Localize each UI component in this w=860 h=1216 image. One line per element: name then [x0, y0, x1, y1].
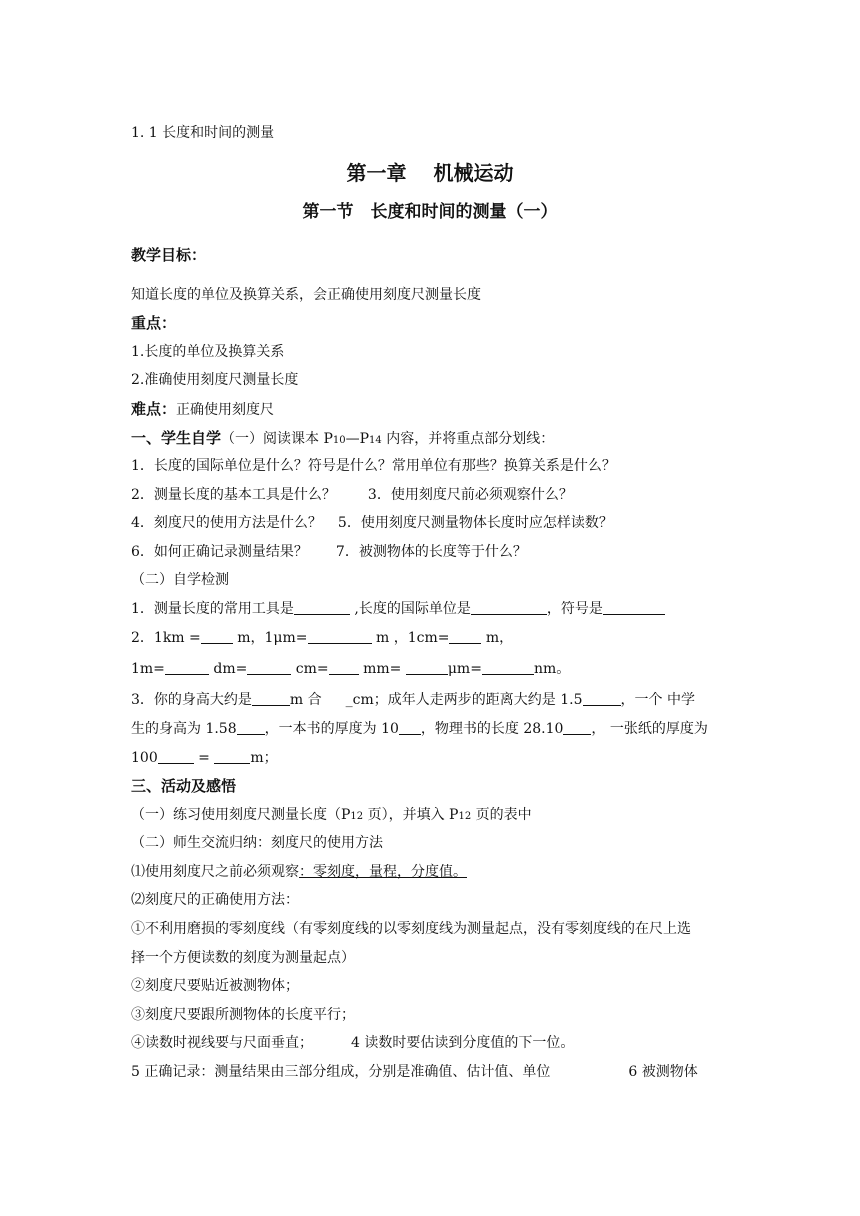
questions-6-7 — [131, 543, 527, 561]
test-item-2-continued — [131, 660, 570, 678]
test-text: _cm；成年人走两步的距离大约是 1.5 — [345, 692, 583, 708]
test-item-3-end — [131, 749, 278, 767]
answer-blank[interactable] — [165, 660, 209, 675]
test-text: 1m= — [131, 661, 165, 677]
goal-text: 知道长度的单位及换算关系，会正确使用刻度尺测量长度 — [131, 287, 481, 303]
rule-6: 5 正确记录：测量结果由三部分组成，分别是准确值、估计值、单位 — [131, 1064, 551, 1080]
page-subscript: 12 — [458, 811, 472, 822]
answer-blank[interactable] — [237, 720, 265, 735]
question-3: 3．使用刻度尺前必须观察什么？ — [367, 487, 573, 503]
activity-text: 页的表中 — [471, 807, 532, 823]
rule-7: 6 被测物体 — [628, 1064, 698, 1080]
test-text: ， 一张纸的厚度为 — [591, 721, 708, 737]
rule-5: 4 读数时要估读到分度值的下一位。 — [351, 1035, 575, 1051]
test-text: = — [193, 750, 215, 766]
method-1 — [131, 863, 467, 881]
top-label: 1. 1 长度和时间的测量 — [131, 125, 275, 141]
answer-blank[interactable] — [399, 720, 421, 735]
test-item-3-continued — [131, 720, 708, 738]
difficult-heading: 难点： — [131, 400, 177, 418]
page-subscript: 14 — [369, 435, 382, 446]
test-text: μm= — [447, 661, 482, 677]
test-text: dm= — [208, 661, 248, 677]
method-2: ⑵刻度尺的正确使用方法： — [131, 892, 299, 908]
test-text: m， — [481, 630, 514, 646]
test-text: ，一本书的厚度为 10 — [264, 721, 399, 737]
chapter-title: 第一章 机械运动 — [346, 161, 514, 185]
answer-blank[interactable] — [406, 660, 448, 675]
activity-1 — [131, 806, 532, 826]
test-text: m ，1cm= — [371, 630, 450, 646]
section3-heading: 三、活动及感悟 — [131, 777, 237, 795]
question-7: 7．被测物体的长度等于什么？ — [335, 544, 527, 560]
answer-blank[interactable] — [471, 600, 547, 615]
question-5: 5．使用刻度尺测量物体长度时应怎样读数？ — [337, 515, 613, 531]
rules-4-5 — [131, 1034, 574, 1052]
test-text: 3．你的身高大约是 — [131, 692, 252, 708]
rules-6-7 — [131, 1063, 698, 1081]
answer-blank[interactable] — [329, 660, 359, 675]
intro-text: 内容，并将重点部分划线： — [381, 431, 555, 447]
rule-4: ④读数时视线要与尺面垂直； — [131, 1035, 313, 1051]
questions-4-5 — [131, 514, 613, 532]
rule-1: ①不利用磨损的零刻度线（有零刻度线的以零刻度线为测量起点，没有零刻度线的在尺上选 — [131, 921, 691, 937]
question-4: 4．刻度尺的使用方法是什么？ — [131, 515, 322, 531]
intro-text: —P — [345, 431, 370, 447]
section1-intro — [131, 429, 554, 450]
key-point-2: 2.准确使用刻度尺测量长度 — [131, 372, 299, 388]
answer-blank[interactable] — [603, 600, 665, 615]
rule-1-continued: 择一个方便读数的刻度为测量起点） — [131, 950, 355, 966]
answer-blank[interactable] — [294, 600, 350, 615]
test-text: 1．测量长度的常用工具是 — [131, 601, 294, 617]
test-text: ，物理书的长度 28.10 — [420, 721, 564, 737]
answer-blank[interactable] — [214, 749, 250, 764]
test-text: m 合 — [289, 692, 322, 708]
answer-blank[interactable] — [563, 720, 591, 735]
answer-blank[interactable] — [201, 629, 233, 644]
key-point-1: 1.长度的单位及换算关系 — [131, 344, 285, 360]
test-text: m； — [250, 750, 278, 766]
questions-2-3 — [131, 486, 573, 504]
activity-text: （一）练习使用刻度尺测量长度（P — [131, 807, 351, 823]
test-text: 2．1km = — [131, 630, 201, 646]
rule-3: ③刻度尺要跟所测物体的长度平行； — [131, 1007, 355, 1023]
test-text: m，1μm= — [232, 630, 308, 646]
rule-2: ②刻度尺要贴近被测物体； — [131, 978, 299, 994]
answer-blank[interactable] — [158, 749, 194, 764]
test-item-1 — [131, 600, 665, 618]
intro-text: （一）阅读课本 P — [221, 431, 333, 447]
question-6: 6．如何正确记录测量结果？ — [131, 544, 308, 560]
answer-blank[interactable] — [247, 660, 291, 675]
question-1: 1．长度的国际单位是什么？符号是什么？常用单位有那些？换算关系是什么？ — [131, 458, 616, 474]
test-text: nm。 — [533, 661, 571, 677]
answer-blank[interactable] — [482, 660, 534, 675]
test-text: 100 — [131, 750, 158, 766]
method-text: ⑴使用刻度尺之前必须观察 — [131, 864, 299, 880]
test-text: ，符号是 — [546, 601, 603, 617]
difficult-line — [131, 400, 274, 419]
answer-blank[interactable] — [308, 629, 372, 644]
underlined-answer: ：零刻度，量程，分度值。 — [299, 864, 467, 880]
test-text: ，一个 中学 — [620, 692, 695, 708]
test-item-2 — [131, 629, 513, 647]
difficult-text: 正确使用刻度尺 — [176, 402, 275, 418]
page-subscript: 10 — [332, 435, 346, 446]
answer-blank[interactable] — [583, 691, 621, 706]
activity-text: 页），并填入 P — [363, 807, 459, 823]
test-item-3 — [131, 691, 695, 709]
answer-blank[interactable] — [449, 629, 481, 644]
page-subscript: 12 — [350, 811, 364, 822]
test-text: mm= — [358, 661, 406, 677]
key-heading: 重点： — [131, 314, 177, 332]
test-text: 生的身高为 1.58 — [131, 721, 237, 737]
question-2: 2．测量长度的基本工具是什么？ — [131, 487, 336, 503]
goal-heading: 教学目标： — [131, 246, 207, 264]
activity-2: （二）师生交流归纳：刻度尺的使用方法 — [131, 835, 383, 851]
section-title: 第一节 长度和时间的测量（一） — [302, 202, 558, 222]
test-text: cm= — [291, 661, 329, 677]
section1-heading: 一、学生自学 — [131, 429, 222, 447]
self-test-heading: （二）自学检测 — [131, 572, 229, 588]
test-text: ,长度的国际单位是 — [349, 601, 471, 617]
answer-blank[interactable] — [252, 691, 290, 706]
